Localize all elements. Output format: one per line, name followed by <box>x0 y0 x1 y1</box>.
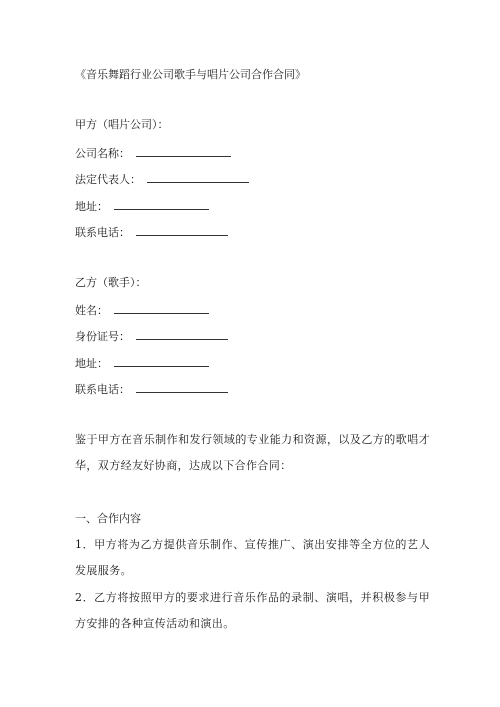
party-a-phone-label: 联系电话： <box>75 226 130 239</box>
party-b-address-label: 地址： <box>75 357 108 370</box>
id-number-blank <box>136 329 228 340</box>
company-name-blank <box>136 146 231 157</box>
party-a-address-blank <box>114 199 209 210</box>
party-a-phone-row <box>75 225 228 240</box>
party-b-heading: 乙方（歌手）： <box>75 276 147 289</box>
section-1-item-2: 2．乙方将按照甲方的要求进行音乐作品的录制、演唱，并积极参与甲方安排的各种宣传活动和演出。 <box>75 591 430 630</box>
party-b-address-blank <box>114 356 209 367</box>
party-a-address-row <box>75 199 209 214</box>
id-number-row <box>75 329 228 344</box>
party-b-phone-label: 联系电话： <box>75 383 130 396</box>
company-name-label: 公司名称： <box>75 147 130 160</box>
party-b-address-row <box>75 356 209 371</box>
singer-name-blank <box>114 303 209 314</box>
party-a-address-label: 地址： <box>75 200 108 213</box>
party-b-phone-row <box>75 382 228 397</box>
legal-rep-label: 法定代表人： <box>75 173 141 186</box>
party-a-phone-blank <box>136 225 228 236</box>
section-1-item-1: 1．甲方将为乙方提供音乐制作、宣传推广、演出安排等全方位的艺人发展服务。 <box>75 538 430 577</box>
company-name-row <box>75 146 231 161</box>
legal-rep-blank <box>147 172 249 183</box>
id-number-label: 身份证号： <box>75 330 130 343</box>
party-a-heading: 甲方（唱片公司）： <box>75 118 169 131</box>
document-title: 《音乐舞蹈行业公司歌手与唱片公司合作合同》 <box>75 68 306 81</box>
party-b-phone-blank <box>136 382 228 393</box>
singer-name-label: 姓名： <box>75 304 108 317</box>
legal-rep-row <box>75 172 249 187</box>
section-1-heading: 一、合作内容 <box>75 512 141 525</box>
preamble-paragraph: 鉴于甲方在音乐制作和发行领域的专业能力和资源，以及乙方的歌唱才华，双方经友好协商，达成以下合作合同： <box>75 433 430 472</box>
singer-name-row <box>75 303 209 318</box>
